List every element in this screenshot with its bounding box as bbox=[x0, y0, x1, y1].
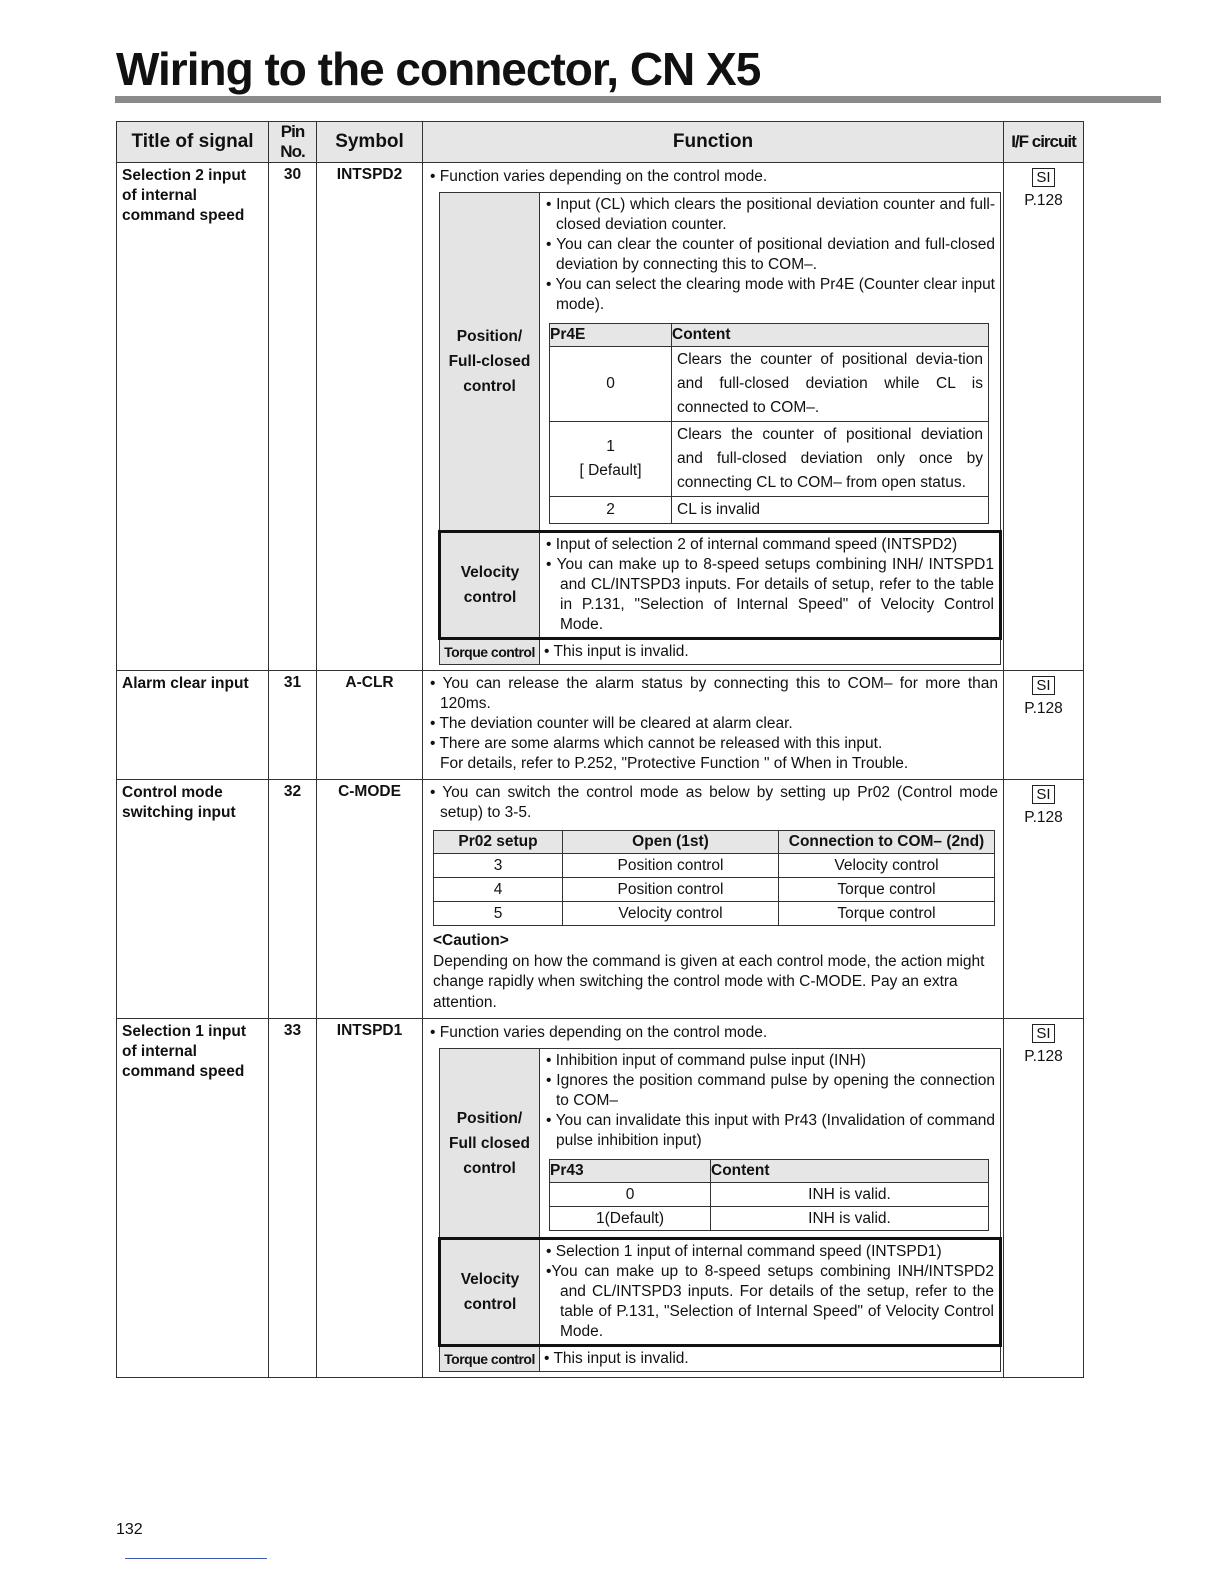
content-header: Content bbox=[711, 1160, 989, 1183]
mode-row bbox=[440, 639, 1001, 665]
signal-symbol: C-MODE bbox=[317, 780, 423, 1019]
bullet: • You can clear the counter of positional deviation and full-closed deviation by connecting this to COM–. bbox=[546, 236, 995, 273]
si-badge: SI bbox=[1032, 168, 1054, 187]
content-header: Content bbox=[672, 324, 989, 347]
pin-number: 30 bbox=[269, 163, 317, 671]
header-pin-no: Pin No. bbox=[269, 122, 317, 163]
page-reference: P.128 bbox=[1024, 809, 1063, 826]
mode-description: • This input is invalid. bbox=[540, 639, 1001, 665]
table-row bbox=[434, 878, 995, 902]
function-intro: • Function varies depending on the control mode. bbox=[430, 1024, 768, 1041]
table-row bbox=[117, 163, 1084, 671]
table-cell: 1 [ Default] bbox=[550, 422, 672, 497]
mode-description bbox=[540, 532, 1001, 639]
si-badge: SI bbox=[1032, 1024, 1054, 1043]
mode-description bbox=[540, 1049, 1001, 1239]
bullet: • You can release the alarm status by connecting this to COM– for more than 120ms. bbox=[430, 675, 998, 712]
mode-row bbox=[440, 193, 1001, 532]
mode-description bbox=[540, 1239, 1001, 1346]
function-cell bbox=[423, 1019, 1004, 1378]
page-reference: P.128 bbox=[1024, 192, 1063, 209]
caution-title: <Caution> bbox=[433, 932, 509, 949]
table-cell: 3 bbox=[434, 854, 563, 878]
bullet: • Ignores the position command pulse by opening the connection to COM– bbox=[546, 1072, 995, 1109]
if-circuit-cell bbox=[1004, 1019, 1084, 1378]
connection-header: Connection to COM– (2nd) bbox=[779, 831, 995, 854]
table-row bbox=[550, 422, 989, 497]
table-cell: 0 bbox=[550, 347, 672, 422]
mode-label: Position/ Full-closed control bbox=[440, 193, 540, 532]
page-title: Wiring to the connector, CN X5 bbox=[116, 43, 761, 95]
table-cell: Position control bbox=[563, 878, 779, 902]
table-row bbox=[550, 497, 989, 524]
signal-table bbox=[116, 121, 1084, 1378]
pin-number: 32 bbox=[269, 780, 317, 1019]
bullet: • You can select the clearing mode with Pr4E (Counter clear input mode). bbox=[546, 276, 995, 313]
mode-label: Velocity control bbox=[440, 1239, 540, 1346]
footer-link-line bbox=[125, 1558, 267, 1559]
header-function: Function bbox=[423, 122, 1004, 163]
mode-label: Velocity control bbox=[440, 532, 540, 639]
function-cell bbox=[423, 780, 1004, 1019]
table-cell: 4 bbox=[434, 878, 563, 902]
caution-note bbox=[433, 931, 998, 1013]
function-cell bbox=[423, 163, 1004, 671]
table-cell: CL is invalid bbox=[672, 497, 989, 524]
caution-text: Depending on how the command is given at each control mode, the action might change rapidly when switching the control mode with C-MODE. Pay an extra attention. bbox=[433, 952, 985, 1011]
signal-title: Alarm clear input bbox=[117, 671, 269, 780]
signal-title: Selection 2 input of internal command speed bbox=[117, 163, 269, 671]
table-cell: Clears the counter of positional deviation and full-closed deviation only once by connecting CL to COM– from open status. bbox=[672, 422, 989, 497]
pr02-header: Pr02 setup bbox=[434, 831, 563, 854]
header-symbol: Symbol bbox=[317, 122, 423, 163]
control-mode-table bbox=[433, 830, 995, 926]
table-row bbox=[550, 347, 989, 422]
table-cell: Velocity control bbox=[563, 902, 779, 926]
table-cell: Clears the counter of positional devia-tion and full-closed deviation while CL is connected to COM–. bbox=[672, 347, 989, 422]
signal-title: Control mode switching input bbox=[117, 780, 269, 1019]
page-reference: P.128 bbox=[1024, 700, 1063, 717]
table-row bbox=[550, 1207, 989, 1231]
mode-description bbox=[540, 193, 1001, 532]
si-badge: SI bbox=[1032, 676, 1054, 695]
function-intro: • Function varies depending on the control mode. bbox=[430, 168, 768, 185]
mode-table bbox=[438, 1048, 1002, 1372]
pr43-table bbox=[549, 1159, 989, 1231]
mode-row bbox=[440, 532, 1001, 639]
table-cell: 5 bbox=[434, 902, 563, 926]
mode-row bbox=[440, 1346, 1001, 1372]
bullet: • Input (CL) which clears the positional deviation counter and full-closed deviation counter. bbox=[546, 196, 995, 233]
bullet: For details, refer to P.252, "Protective Function " of When in Trouble. bbox=[440, 755, 909, 772]
bullet: • Selection 1 input of internal command speed (INTSPD1) bbox=[546, 1243, 942, 1260]
bullet: • Inhibition input of command pulse input (INH) bbox=[546, 1052, 866, 1069]
table-cell: Torque control bbox=[779, 902, 995, 926]
pr4e-header: Pr4E bbox=[550, 324, 672, 347]
pr4e-table bbox=[549, 323, 989, 524]
mode-label: Position/ Full closed control bbox=[440, 1049, 540, 1239]
mode-description: • This input is invalid. bbox=[540, 1346, 1001, 1372]
signal-symbol: A-CLR bbox=[317, 671, 423, 780]
page-number: 132 bbox=[116, 1521, 143, 1538]
table-row bbox=[434, 902, 995, 926]
mode-label: Torque control bbox=[440, 1346, 540, 1372]
header-if-circuit: I/F circuit bbox=[1004, 122, 1084, 163]
bullet: • You can make up to 8-speed setups combining INH/ INTSPD1 and CL/INTSPD3 inputs. For details of setup, refer to the table in P.131, "Selection of Internal Speed" of Velocity Control Mode. bbox=[546, 556, 994, 633]
bullet: • There are some alarms which cannot be released with this input. bbox=[430, 735, 883, 752]
mode-label: Torque control bbox=[440, 639, 540, 665]
pin-number: 33 bbox=[269, 1019, 317, 1378]
mode-table bbox=[438, 192, 1002, 665]
function-cell bbox=[423, 671, 1004, 780]
bullet: • The deviation counter will be cleared at alarm clear. bbox=[430, 715, 793, 732]
table-cell: 1(Default) bbox=[550, 1207, 711, 1231]
table-row bbox=[434, 854, 995, 878]
table-cell: 2 bbox=[550, 497, 672, 524]
mode-row bbox=[440, 1239, 1001, 1346]
pin-number: 31 bbox=[269, 671, 317, 780]
table-cell: Velocity control bbox=[779, 854, 995, 878]
si-badge: SI bbox=[1032, 785, 1054, 804]
header-title-of-signal: Title of signal bbox=[117, 122, 269, 163]
signal-symbol: INTSPD2 bbox=[317, 163, 423, 671]
table-cell: Position control bbox=[563, 854, 779, 878]
pr43-header: Pr43 bbox=[550, 1160, 711, 1183]
open-header: Open (1st) bbox=[563, 831, 779, 854]
table-cell: INH is valid. bbox=[711, 1207, 989, 1231]
page-reference: P.128 bbox=[1024, 1048, 1063, 1065]
bullet: • You can switch the control mode as below by setting up Pr02 (Control mode setup) to 3-5. bbox=[430, 784, 998, 821]
signal-title: Selection 1 input of internal command speed bbox=[117, 1019, 269, 1378]
if-circuit-cell bbox=[1004, 163, 1084, 671]
signal-symbol: INTSPD1 bbox=[317, 1019, 423, 1378]
title-rule bbox=[115, 96, 1161, 103]
table-cell: Torque control bbox=[779, 878, 995, 902]
table-row bbox=[117, 1019, 1084, 1378]
if-circuit-cell bbox=[1004, 671, 1084, 780]
bullet: •You can make up to 8-speed setups combining INH/INTSPD2 and CL/INTSPD3 inputs. For details of the setup, refer to the table of P.131, "Selection of Internal Speed" of Velocity Control Mode. bbox=[546, 1263, 994, 1340]
if-circuit-cell bbox=[1004, 780, 1084, 1019]
bullet: • Input of selection 2 of internal command speed (INTSPD2) bbox=[546, 536, 958, 553]
table-row bbox=[550, 1183, 989, 1207]
table-cell: 0 bbox=[550, 1183, 711, 1207]
table-header-row bbox=[117, 122, 1084, 163]
table-row bbox=[117, 671, 1084, 780]
mode-row bbox=[440, 1049, 1001, 1239]
table-cell: INH is valid. bbox=[711, 1183, 989, 1207]
bullet: • You can invalidate this input with Pr43 (Invalidation of command pulse inhibition input) bbox=[546, 1112, 995, 1149]
table-row bbox=[117, 780, 1084, 1019]
